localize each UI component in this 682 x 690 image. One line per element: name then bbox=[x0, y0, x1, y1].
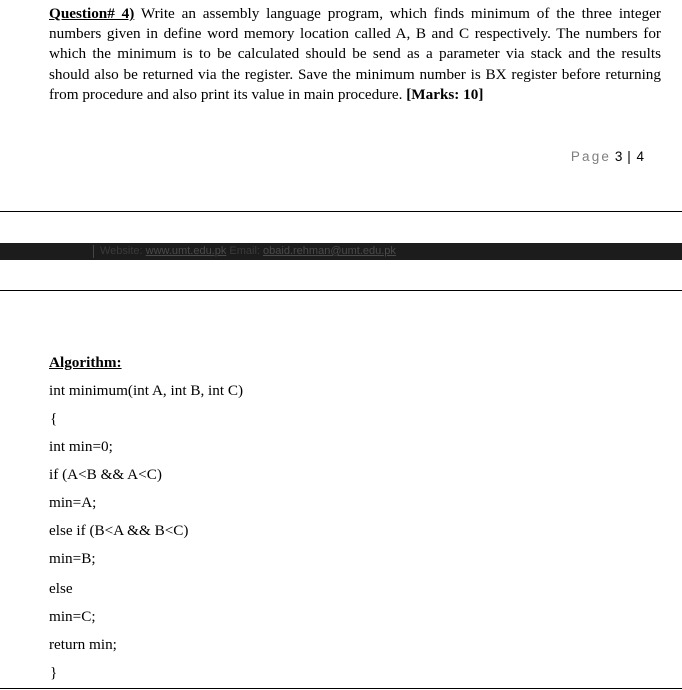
code-line-else-if: else if (B<A && B<C) bbox=[49, 522, 189, 539]
code-line-if: if (A<B && A<C) bbox=[49, 466, 162, 483]
page-word: Page bbox=[570, 149, 612, 164]
divider-middle bbox=[0, 290, 682, 291]
divider-bottom bbox=[0, 688, 682, 689]
code-line-else: else bbox=[49, 580, 73, 597]
email-link[interactable]: obaid.rehman@umt.edu.pk bbox=[263, 245, 396, 257]
website-label: Website: bbox=[100, 245, 143, 257]
question-paragraph bbox=[49, 4, 661, 105]
code-line-init: int min=0; bbox=[49, 438, 113, 455]
code-line-min-a: min=A; bbox=[49, 494, 97, 511]
email-label: Email: bbox=[229, 245, 260, 257]
page-total: 4 bbox=[636, 149, 644, 164]
footer-contact bbox=[93, 245, 396, 258]
page-separator: | bbox=[627, 149, 631, 164]
footer-bar bbox=[0, 243, 682, 260]
code-line-signature: int minimum(int A, int B, int C) bbox=[49, 382, 244, 399]
website-link[interactable]: www.umt.edu.pk bbox=[145, 245, 227, 257]
code-line-min-b: min=B; bbox=[49, 550, 96, 567]
code-line-close-brace: } bbox=[50, 664, 58, 681]
page-current: 3 bbox=[614, 149, 623, 164]
page-number bbox=[571, 149, 644, 164]
divider-top bbox=[0, 211, 682, 212]
algorithm-heading: Algorithm: bbox=[49, 354, 122, 371]
code-line-min-c: min=C; bbox=[49, 608, 96, 625]
code-line-return: return min; bbox=[49, 636, 117, 653]
question-marks: [Marks: 10] bbox=[406, 85, 484, 103]
code-line-open-brace: { bbox=[50, 410, 58, 427]
question-body: Write an assembly language program, which finds minimum of the three integer numbers given in define word memory location called A, B and C respectively. The numbers for which the minimum is to be calculated should be send as a parameter via stack and the results should also be returned via the register. Save the minimum number is BX register before returning from procedure and also print its value in main procedure. bbox=[49, 5, 661, 103]
question-label: Question# 4) bbox=[49, 5, 135, 22]
